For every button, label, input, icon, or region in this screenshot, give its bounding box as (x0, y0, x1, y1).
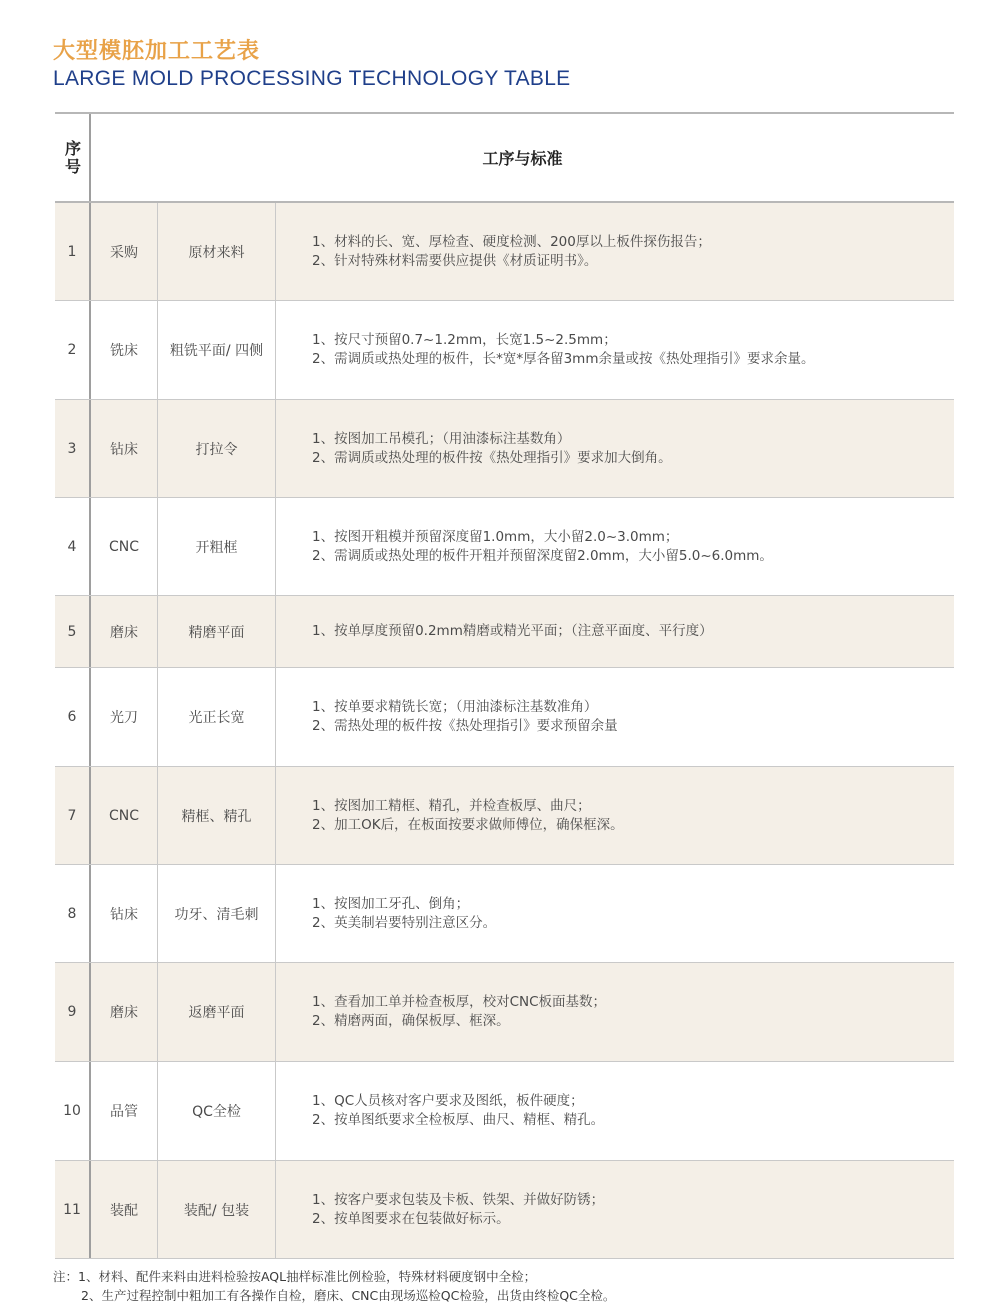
row-standard (276, 963, 954, 1061)
row-seq-text: 11 (63, 1201, 81, 1218)
row-seq (55, 767, 91, 864)
row-standard (276, 1161, 954, 1258)
footnote-1: 注：1、材料、配件来料由进料检验按AQL抽样标准比例检验，特殊材料硬度钢中全检； (53, 1269, 537, 1284)
row-seq (55, 668, 91, 766)
row-process-text: CNC (108, 538, 140, 555)
standard-line: 1、材料的长、宽、厚检查、硬度检测、200厚以上板件探伤报告； (312, 233, 711, 250)
row-process-text: 装配 (110, 1202, 138, 1219)
table-row (55, 400, 954, 498)
row-process (91, 400, 158, 497)
row-step-name (158, 498, 276, 595)
standard-line: 2、精磨两面，确保板厚、框深。 (312, 1013, 510, 1029)
header-seq: 序号 (55, 114, 91, 201)
row-seq-text: 9 (67, 1004, 77, 1020)
row-standard (276, 596, 954, 667)
row-step-name-text: QC全检 (192, 1104, 241, 1120)
table-row (55, 301, 954, 400)
row-process-text: 钻床 (110, 441, 138, 458)
row-process-text: 采购 (110, 244, 138, 261)
row-seq-text: 3 (67, 440, 77, 457)
standard-line: 1、按单要求精铣长宽；（用油漆标注基数准角） (312, 699, 598, 715)
row-step-name-text: 粗铣平面/ 四侧 (169, 343, 264, 359)
standard-line: 1、按图开粗模并预留深度留1.0mm，大小留2.0~3.0mm； (312, 528, 679, 545)
row-seq-text: 4 (67, 538, 77, 555)
row-seq-text: 1 (67, 243, 77, 260)
row-process-text: 品管 (110, 1104, 138, 1120)
row-step-name (158, 1062, 276, 1160)
standard-line: 1、QC人员核对客户要求及图纸，板件硬度； (312, 1093, 584, 1109)
row-standard (276, 400, 954, 497)
row-process (91, 963, 158, 1061)
row-standard (276, 1062, 954, 1160)
row-step-name-text: 原材来料 (188, 244, 245, 261)
row-process (91, 1062, 158, 1160)
row-step-name (158, 963, 276, 1061)
row-seq-text: 8 (67, 905, 77, 922)
footnotes (53, 1267, 615, 1305)
row-step-name-text: 打拉令 (195, 441, 238, 458)
row-process-text: 光刀 (110, 710, 138, 726)
row-process-text: 磨床 (110, 1005, 138, 1021)
row-step-name (158, 865, 276, 962)
standard-line: 2、英美制岩要特别注意区分。 (312, 914, 497, 931)
row-seq (55, 400, 91, 497)
row-step-name-text: 精框、精孔 (181, 808, 252, 825)
standard-line: 1、按单厚度预留0.2mm精磨或精光平面；（注意平面度、平行度） (312, 623, 713, 639)
row-step-name-text: 精磨平面 (188, 624, 245, 641)
table-row (55, 1161, 954, 1259)
row-process (91, 203, 158, 300)
row-standard (276, 498, 954, 595)
standard-line: 2、针对特殊材料需要供应提供《材质证明书》。 (312, 252, 598, 269)
row-standard (276, 203, 954, 300)
table-body (55, 203, 954, 1259)
row-step-name (158, 767, 276, 864)
row-seq (55, 1161, 91, 1258)
row-process (91, 1161, 158, 1258)
row-seq (55, 963, 91, 1061)
row-step-name-text: 返磨平面 (188, 1005, 245, 1021)
row-process-text: 磨床 (110, 624, 138, 641)
standard-line: 1、按图加工精框、精孔，并检查板厚、曲尺； (312, 797, 591, 814)
page-title-cn: 大型模胚加工工艺表 (53, 39, 261, 64)
row-step-name (158, 203, 276, 300)
row-step-name-text: 装配/ 包装 (183, 1202, 250, 1219)
row-standard (276, 767, 954, 864)
standard-line: 2、按单图纸要求全检板厚、曲尺、精框、精孔。 (312, 1112, 605, 1128)
standard-line: 1、按尺寸预留0.7~1.2mm，长宽1.5~2.5mm； (312, 332, 617, 348)
row-seq (55, 865, 91, 962)
table-header (55, 114, 954, 203)
row-step-name (158, 668, 276, 766)
header-standard: 工序与标准 (482, 149, 563, 168)
row-standard (276, 301, 954, 399)
row-process (91, 767, 158, 864)
row-seq-text: 5 (67, 623, 77, 640)
standard-line: 2、按单图要求在包装做好标示。 (312, 1210, 510, 1227)
row-seq-text: 6 (67, 709, 77, 725)
row-seq (55, 596, 91, 667)
standard-line: 2、需调质或热处理的板件开粗并预留深度留2.0mm，大小留5.0~6.0mm。 (312, 547, 773, 564)
row-seq (55, 1062, 91, 1160)
row-process (91, 865, 158, 962)
table-row (55, 767, 954, 865)
row-process-text: CNC (108, 807, 140, 824)
standard-line: 2、需调质或热处理的板件，长*宽*厚各留3mm余量或按《热处理指引》要求余量。 (312, 351, 815, 367)
row-seq (55, 301, 91, 399)
row-step-name (158, 1161, 276, 1258)
process-table (55, 112, 954, 1259)
standard-line: 2、需调质或热处理的板件按《热处理指引》要求加大倒角。 (312, 449, 672, 466)
standard-line: 1、按客户要求包装及卡板、铁架、并做好防锈； (312, 1191, 605, 1208)
row-seq-text: 2 (67, 342, 77, 358)
row-process (91, 301, 158, 399)
table-row (55, 203, 954, 301)
footnote-2: 2、生产过程控制中粗加工有各操作自检，磨床、CNC由现场巡检QC检验，出货由终检QC全检。 (81, 1288, 616, 1303)
table-row (55, 596, 954, 668)
standard-line: 1、按图加工吊模孔；（用油漆标注基数角） (312, 430, 571, 447)
row-standard (276, 668, 954, 766)
row-seq (55, 498, 91, 595)
table-row (55, 1062, 954, 1161)
row-process (91, 498, 158, 595)
table-row (55, 498, 954, 596)
table-row (55, 865, 954, 963)
row-step-name (158, 400, 276, 497)
row-process-text: 铣床 (110, 343, 138, 359)
row-step-name-text: 功牙、清毛刺 (174, 906, 259, 923)
row-standard (276, 865, 954, 962)
row-process-text: 钻床 (110, 906, 138, 923)
row-seq (55, 203, 91, 300)
row-seq-text: 7 (67, 807, 77, 824)
table-row (55, 668, 954, 767)
standard-line: 2、需热处理的板件按《热处理指引》要求预留余量 (312, 718, 618, 734)
standard-line: 1、查看加工单并检查板厚，校对CNC板面基数； (312, 994, 607, 1010)
row-step-name (158, 596, 276, 667)
page-title-en: LARGE MOLD PROCESSING TECHNOLOGY TABLE (53, 67, 571, 90)
row-step-name-text: 开粗框 (195, 539, 238, 556)
row-seq-text: 10 (63, 1103, 81, 1119)
row-process (91, 668, 158, 766)
table-row (55, 963, 954, 1062)
standard-line: 1、按图加工牙孔、倒角； (312, 895, 470, 912)
row-step-name-text: 光正长宽 (188, 710, 245, 726)
row-process (91, 596, 158, 667)
row-step-name (158, 301, 276, 399)
standard-line: 2、加工OK后，在板面按要求做师傅位，确保框深。 (312, 816, 624, 833)
